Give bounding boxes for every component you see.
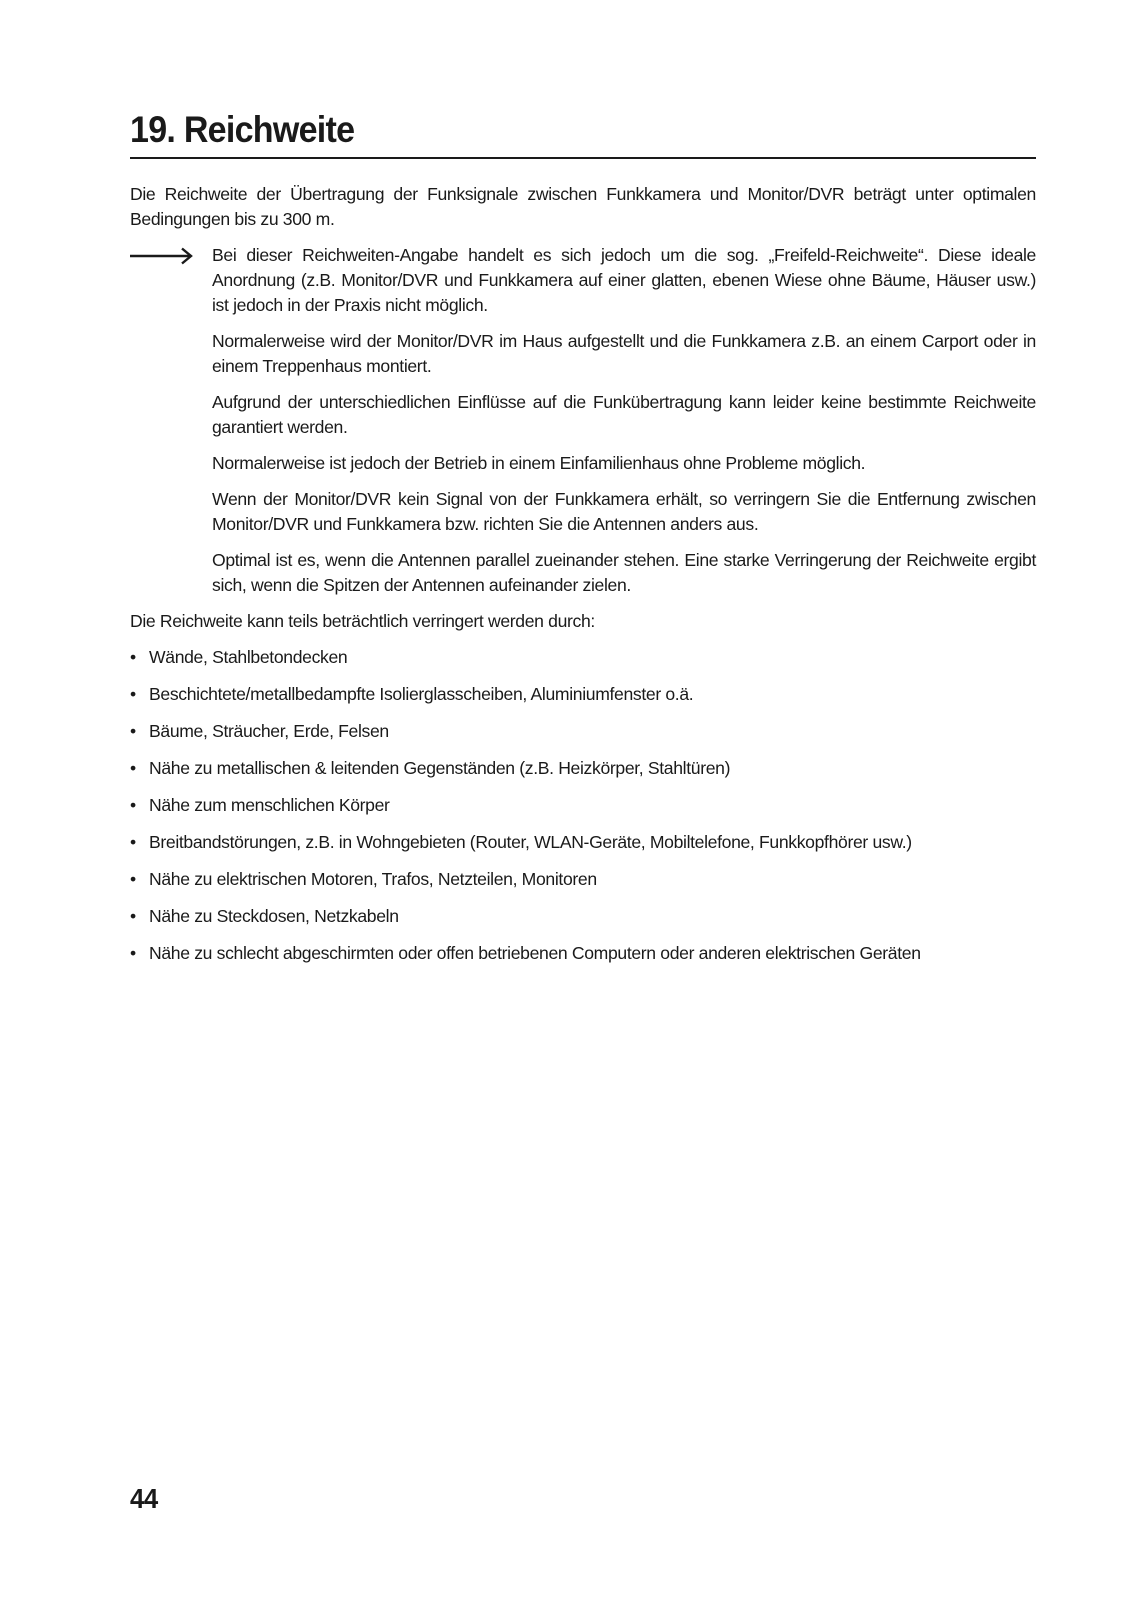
bullet-icon: • — [130, 758, 136, 778]
list-item-text: Nähe zum menschlichen Körper — [149, 795, 390, 815]
list-item-text: Nähe zu Steckdosen, Netzkabeln — [149, 906, 399, 926]
note-paragraph: Normalerweise wird der Monitor/DVR im Haus aufgestellt und die Funkkamera z.B. an einem Carport oder in einem Treppenhaus montiert. — [212, 331, 1036, 376]
bullet-icon: • — [130, 943, 136, 963]
section-heading: 19. Reichweite — [130, 109, 355, 150]
list-item — [130, 793, 1036, 818]
list-intro: Die Reichweite kann teils beträchtlich verringert werden durch: — [130, 611, 595, 631]
bullet-icon: • — [130, 795, 136, 815]
list-item — [130, 830, 1036, 855]
bullet-icon: • — [130, 684, 136, 704]
bullet-icon: • — [130, 832, 136, 852]
list-item — [130, 645, 1036, 670]
list-item-text: Nähe zu elektrischen Motoren, Trafos, Netzteilen, Monitoren — [149, 869, 597, 889]
list-item-text: Nähe zu schlecht abgeschirmten oder offen betriebenen Computern oder anderen elektrischen Geräten — [149, 943, 921, 963]
bullet-icon: • — [130, 721, 136, 741]
interference-list — [130, 645, 1036, 966]
bullet-icon: • — [130, 869, 136, 889]
note-paragraph: Wenn der Monitor/DVR kein Signal von der Funkkamera erhält, so verringern Sie die Entfernung zwischen Monitor/DVR und Funkkamera bzw. richten Sie die Antennen anders aus. — [212, 489, 1036, 534]
list-item — [130, 941, 1036, 966]
list-item-text: Bäume, Sträucher, Erde, Felsen — [149, 721, 389, 741]
list-item — [130, 719, 1036, 744]
note-block — [130, 243, 1036, 598]
list-item-text: Beschichtete/metallbedampfte Isolierglasscheiben, Aluminiumfenster o.ä. — [149, 684, 694, 704]
note-paragraph: Normalerweise ist jedoch der Betrieb in einem Einfamilienhaus ohne Probleme möglich. — [212, 453, 866, 473]
note-paragraph: Bei dieser Reichweiten-Angabe handelt es sich jedoch um die sog. „Freifeld-Reichweite“. Diese ideale Anordnung (z.B. Monitor/DVR und Funkkamera auf einer glatten, ebenen Wiese ohne Bäume, Häuser usw.) ist jedoch in der Praxis nicht möglich. — [212, 245, 1036, 315]
note-paragraph: Aufgrund der unterschiedlichen Einflüsse auf die Funkübertragung kann leider keine bestimmte Reichweite garantiert werden. — [212, 392, 1036, 437]
bullet-icon: • — [130, 647, 136, 667]
list-item-text: Wände, Stahlbetondecken — [149, 647, 348, 667]
arrow-right-icon — [130, 247, 194, 265]
page-number: 44 — [130, 1483, 158, 1514]
list-item — [130, 867, 1036, 892]
heading-rule — [130, 157, 1036, 159]
list-item-text: Breitbandstörungen, z.B. in Wohngebieten (Router, WLAN-Geräte, Mobiltelefone, Funkkopfhörer usw.) — [149, 832, 912, 852]
section-content — [130, 182, 1036, 978]
list-item — [130, 756, 1036, 781]
bullet-icon: • — [130, 906, 136, 926]
list-item — [130, 682, 1036, 707]
intro-paragraph: Die Reichweite der Übertragung der Funksignale zwischen Funkkamera und Monitor/DVR beträgt unter optimalen Bedingungen bis zu 300 m. — [130, 184, 1036, 229]
list-item — [130, 904, 1036, 929]
list-item-text: Nähe zu metallischen & leitenden Gegenständen (z.B. Heizkörper, Stahltüren) — [149, 758, 731, 778]
note-paragraph: Optimal ist es, wenn die Antennen parallel zueinander stehen. Eine starke Verringerung der Reichweite ergibt sich, wenn die Spitzen der Antennen aufeinander zielen. — [212, 550, 1036, 595]
